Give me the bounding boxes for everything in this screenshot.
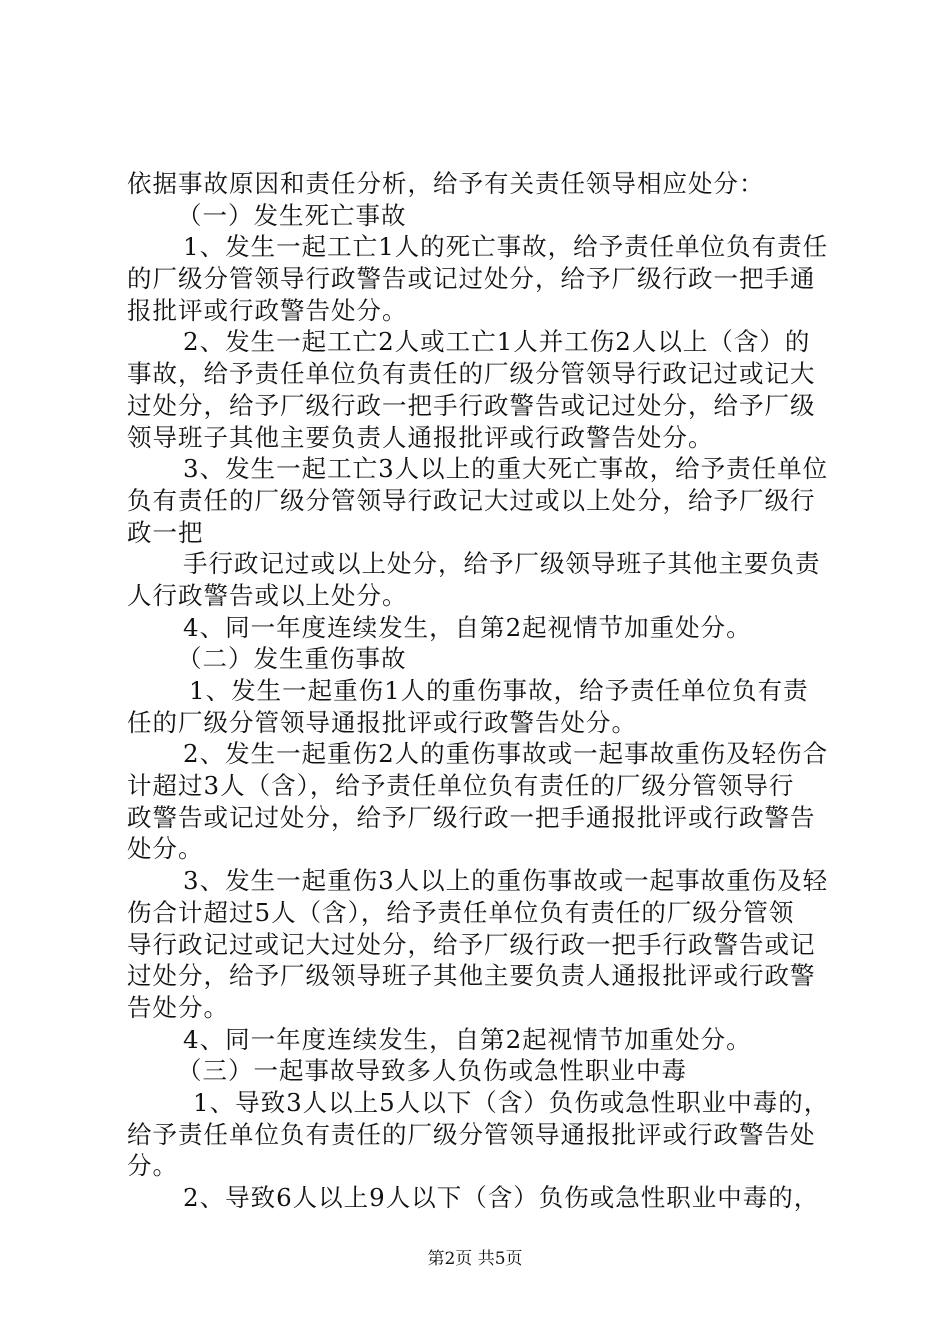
text-line: 4、同一年度连续发生，自第2起视情节加重处分。 bbox=[183, 612, 752, 642]
text-line: 领导班子其他主要负责人通报批评或行政警告处分。 bbox=[127, 422, 714, 452]
text-line: 伤合计超过5人（含），给予责任单位负有责任的厂级分管领 bbox=[127, 897, 795, 927]
text-line: 导行政记过或记大过处分，给予厂级行政一把手行政警告或记 bbox=[127, 929, 816, 959]
text-line: 报批评或行政警告处分。 bbox=[127, 295, 408, 325]
text-line: 给予责任单位负有责任的厂级分管领导通报批评或行政警告处 bbox=[127, 1119, 816, 1149]
page-number-footer: 第2页 共5页 bbox=[427, 1249, 523, 1269]
text-line: 事故，给予责任单位负有责任的厂级分管领导行政记过或记大 bbox=[127, 359, 816, 389]
text-line: 政一把 bbox=[127, 517, 204, 547]
text-line: 依据事故原因和责任分析，给予有关责任领导相应处分： bbox=[127, 169, 765, 198]
document-body bbox=[127, 168, 833, 1214]
text-line: 人行政警告或以上处分。 bbox=[127, 580, 408, 610]
text-line: 手行政记过或以上处分，给予厂级领导班子其他主要负责 bbox=[183, 549, 821, 579]
text-line: 2、发生一起工亡2人或工亡1人并工伤2人以上（含）的 bbox=[183, 327, 811, 357]
text-line: 政警告或记过处分，给予厂级行政一把手通报批评或行政警告 bbox=[127, 802, 816, 832]
text-line: 过处分，给予厂级领导班子其他主要负责人通报批评或行政警 bbox=[127, 961, 816, 991]
text-line: 4、同一年度连续发生，自第2起视情节加重处分。 bbox=[183, 1024, 752, 1054]
text-line: 分。 bbox=[127, 1151, 178, 1181]
text-line: 1、发生一起工亡1人的死亡事故，给予责任单位负有责任 bbox=[183, 232, 829, 262]
text-line: 任的厂级分管领导通报批评或行政警告处分。 bbox=[127, 707, 637, 737]
text-line: 处分。 bbox=[127, 834, 204, 864]
text-line: 2、发生一起重伤2人的重伤事故或一起事故重伤及轻伤合 bbox=[183, 739, 829, 769]
section-heading-1: （一）发生死亡事故 bbox=[177, 200, 407, 230]
text-line: 3、发生一起重伤3人以上的重伤事故或一起事故重伤及轻 bbox=[183, 866, 829, 896]
text-line: 3、发生一起工亡3人以上的重大死亡事故，给予责任单位 bbox=[183, 454, 829, 484]
text-line: 1、导致3人以上5人以下（含）负伤或急性职业中毒的， bbox=[193, 1087, 830, 1117]
text-line: 过处分，给予厂级行政一把手行政警告或记过处分，给予厂级 bbox=[127, 390, 816, 420]
section-heading-2: （二）发生重伤事故 bbox=[177, 644, 407, 674]
text-line: 的厂级分管领导行政警告或记过处分，给予厂级行政一把手通 bbox=[127, 264, 816, 294]
text-line: 负有责任的厂级分管领导行政记大过或以上处分，给予厂级行 bbox=[127, 485, 816, 515]
text-line: 计超过3人（含），给予责任单位负有责任的厂级分管领导行 bbox=[127, 771, 795, 801]
text-line: 告处分。 bbox=[127, 992, 229, 1022]
text-line: 2、导致6人以上9人以下（含）负伤或急性职业中毒的， bbox=[183, 1183, 820, 1212]
section-heading-3: （三）一起事故导致多人负伤或急性职业中毒 bbox=[177, 1056, 687, 1086]
text-line: 1、发生一起重伤1人的重伤事故，给予责任单位负有责 bbox=[189, 676, 809, 705]
